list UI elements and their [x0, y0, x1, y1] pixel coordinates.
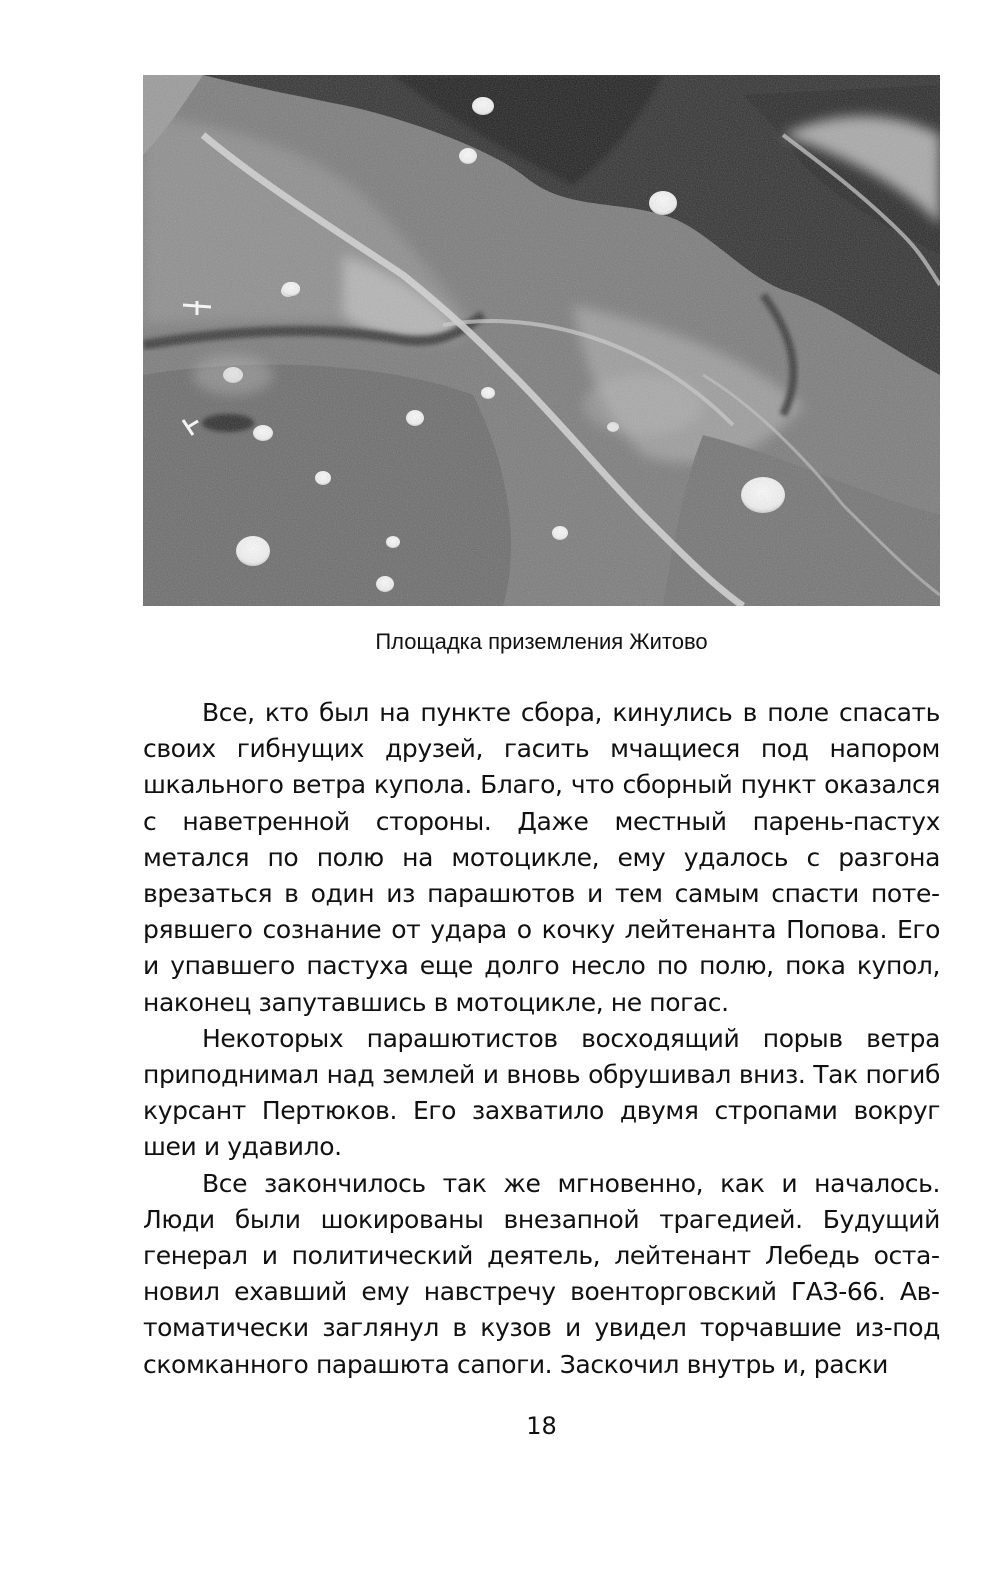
body-text [143, 695, 940, 1383]
photo-caption: Площадка приземления Житово [375, 629, 708, 654]
paragraph: Все закончилось так же мгновенно, как и началось. Люди были шокированы внезапной трагедией. Будущий генерал и политический деятель, лейтенант Лебедь остановил ехавший ему навстречу военторговский ГАЗ-66. Автоматически заглянул в кузов и увидел торчавшие из-под скомканного парашюта сапоги. Заскочил внутрь и, раски [143, 1168, 940, 1379]
paragraph: Все, кто был на пункте сбора, кинулись в поле спасать своих гибнущих друзей, гасить мчащиеся под напором шкального ветра купола. Благо, что сборный пункт оказался с наветренной стороны. Даже местный парень-пастух метался по полю на мотоцикле, ему удалось с разгона врезаться в один из парашютов и тем самым спасти потерявшего сознание от удара о кочку лейтенанта Попова. Его и упавшего пастуха еще долго несло по полю, пока купол, наконец запутавшись в мотоцикле, не погас. [143, 698, 940, 1017]
aerial-photo-graphic [143, 75, 940, 606]
aerial-photo-landing-zone [143, 75, 940, 606]
page-number: 18 [526, 1412, 557, 1440]
paragraph: Некоторых парашютистов восходящий порыв ветра приподнимал над землей и вновь обрушивал вниз. Так погиб курсант Пертюков. Его захватило двумя стропами вокруг шеи и удавило. [143, 1023, 940, 1162]
